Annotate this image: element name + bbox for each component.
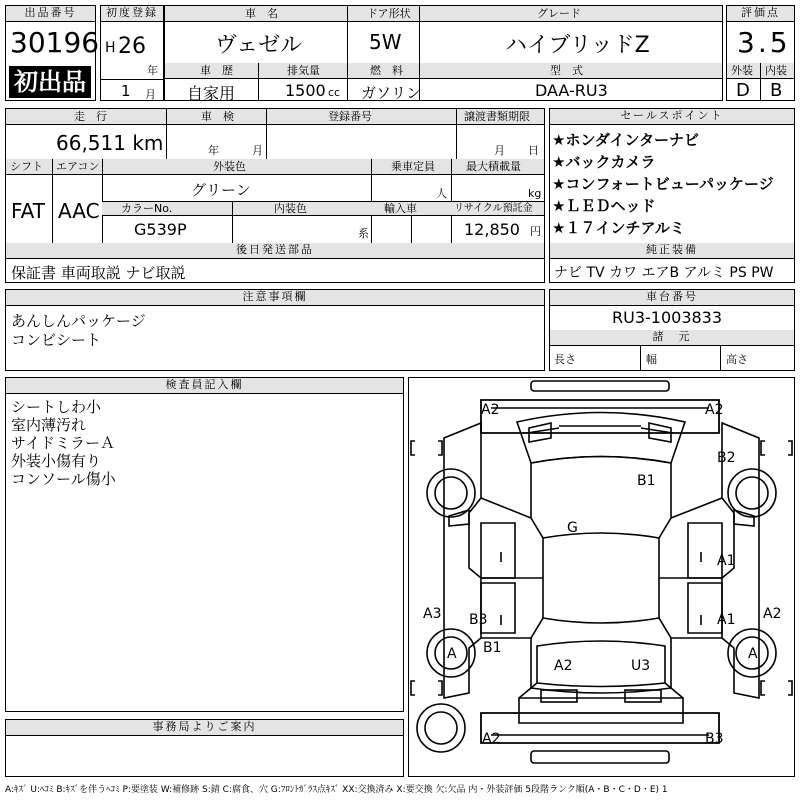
later-parts-label: 後日発送部品 xyxy=(6,243,544,259)
transfer-day-unit: 日 xyxy=(528,144,539,157)
interior-grade: B xyxy=(770,80,783,101)
lot-number-box xyxy=(5,5,100,101)
color-label: 外装色 xyxy=(213,160,246,173)
mark-right-a2: A2 xyxy=(763,606,782,622)
dims-label: 諸 元 xyxy=(550,330,794,346)
first-listing-badge: 初出品 xyxy=(9,66,91,98)
first-reg-label: 初度登録 xyxy=(101,6,163,22)
score-label: 評価点 xyxy=(727,6,794,22)
legend: A:ｷｽﾞ U:ﾍｺﾐ B:ｷｽﾞを伴うﾍｺﾐ P:要塗装 W:補修跡 S:錆 C:腐食、穴 G:ﾌﾛﾝﾄｶﾞﾗｽ点ｷｽﾞ XX:交換済み X:要交換 欠:欠品 内・外装評価 5段階ランク順(A・B・C・D・E) 1 xyxy=(5,785,668,795)
displacement: 1500 xyxy=(285,81,326,100)
recycle-amount: 12,850 xyxy=(464,220,520,239)
sales-point-5: ★１７インチアルミ xyxy=(552,219,685,237)
fuel-label: 燃 料 xyxy=(370,64,403,77)
color-no: G539P xyxy=(134,220,187,239)
inspector-line-3: サイドミラーＡ xyxy=(11,434,115,452)
first-reg-box xyxy=(100,5,164,101)
mark-left-wheel-a: A xyxy=(447,646,457,662)
inspector-line-4: 外装小傷有り xyxy=(11,452,102,470)
car-diagram xyxy=(409,378,794,776)
later-parts: 保証書 車両取説 ナビ取説 xyxy=(11,264,186,282)
transfer-label: 譲渡書類期限 xyxy=(464,110,530,123)
color: グリーン xyxy=(191,181,251,199)
height-label: 高さ xyxy=(726,353,748,366)
name-label: 車 名 xyxy=(245,7,278,20)
length-label: 長さ xyxy=(554,353,576,366)
mark-right-wheel-a: A xyxy=(748,646,758,662)
sales-point-4: ★ＬＥＤヘッド xyxy=(552,197,656,215)
mark-left-a3: A3 xyxy=(423,606,442,622)
sales-point-3: ★コンフォートビューパッケージ xyxy=(552,175,774,193)
exterior-label: 外装 xyxy=(731,64,753,77)
car-diagram-box xyxy=(408,377,795,777)
equipment-label: 純正装備 xyxy=(550,243,794,259)
mark-rear-u3: U3 xyxy=(631,658,651,674)
score-box xyxy=(726,5,795,101)
mark-g: G xyxy=(567,520,578,536)
car-name: ヴェゼル xyxy=(215,33,303,58)
note-line-1: あんしんパッケージ xyxy=(11,312,146,330)
import-label: 輸入車 xyxy=(384,202,417,215)
mark-front-right-a2: A2 xyxy=(705,402,724,418)
mark-right-a1-lower: A1 xyxy=(717,612,736,628)
sales-points-label: セールスポイント xyxy=(550,109,794,125)
history: 自家用 xyxy=(187,84,236,103)
mark-roof-b1: B1 xyxy=(637,473,656,489)
ac-label: エアコン xyxy=(56,160,100,173)
shift: FAT xyxy=(11,199,46,223)
interior-label: 内装 xyxy=(765,64,787,77)
chassis-label: 車台番号 xyxy=(550,290,794,306)
inspector-label: 検査員記入欄 xyxy=(6,378,403,394)
office-label: 事務局よりご案内 xyxy=(6,720,403,736)
note-line-2: コンビシート xyxy=(11,331,102,349)
mark-front-left-a2: A2 xyxy=(481,402,500,418)
shift-label: シフト xyxy=(10,160,43,173)
model-label: 型 式 xyxy=(550,64,583,77)
load-unit: kg xyxy=(528,187,542,200)
color-no-label: カラーNo. xyxy=(121,202,173,215)
doors-label: ドア形状 xyxy=(367,7,411,20)
fuel: ガソリン xyxy=(361,84,422,102)
doors: 5W xyxy=(369,30,402,54)
plate-label: 登録番号 xyxy=(328,110,372,123)
lot-number: 30196 xyxy=(10,26,100,59)
era: H xyxy=(105,40,116,56)
name-row-box xyxy=(164,5,723,101)
score: 3.5 xyxy=(737,26,791,59)
sales-point-2: ★バックカメラ xyxy=(552,153,656,171)
exterior-grade: D xyxy=(736,80,750,101)
notes-label: 注意事項欄 xyxy=(6,290,544,306)
sales-point-1: ★ホンダインターナビ xyxy=(552,131,699,149)
mark-rear-left-a2: A2 xyxy=(482,731,501,747)
mark-right-a1-upper: A1 xyxy=(717,553,736,569)
equipment: ナビ TV カワ エアB アルミ PS PW xyxy=(554,265,774,281)
insp-year-unit: 年 xyxy=(208,144,219,157)
grade-label: グレード xyxy=(537,7,581,20)
inspection-label: 車 検 xyxy=(201,110,234,123)
load-label: 最大積載量 xyxy=(466,160,521,173)
mileage: 66,511 km xyxy=(56,131,164,155)
width-label: 幅 xyxy=(646,353,657,366)
year-unit: 年 xyxy=(147,64,158,77)
office-box xyxy=(5,719,404,777)
displacement-label: 排気量 xyxy=(287,64,320,77)
inspector-line-2: 室内薄汚れ xyxy=(11,416,87,434)
inspector-box xyxy=(5,377,404,712)
insp-month-unit: 月 xyxy=(252,144,263,157)
capacity-label: 乗車定員 xyxy=(391,160,435,173)
recycle-label: リサイクル預託金 xyxy=(454,203,533,214)
chassis-number: RU3-1003833 xyxy=(612,308,723,327)
mark-rear-a2: A2 xyxy=(554,658,573,674)
mark-rear-right-b3: B3 xyxy=(705,731,724,747)
transfer-month-unit: 月 xyxy=(494,144,505,157)
history-label: 車 歴 xyxy=(200,64,233,77)
mark-left-b1: B1 xyxy=(483,640,502,656)
inspector-line-1: シートしわ小 xyxy=(11,398,102,416)
model: DAA-RU3 xyxy=(535,81,608,100)
interior-color-label: 内装色 xyxy=(274,202,307,215)
mark-right-b2: B2 xyxy=(717,450,736,466)
interior-color-unit: 系 xyxy=(358,227,369,240)
mark-left-b3: B3 xyxy=(469,612,488,628)
grade: ハイブリッドZ xyxy=(505,33,650,58)
inspector-line-5: コンソール傷小 xyxy=(11,470,116,488)
reg-year: 26 xyxy=(118,34,146,59)
chassis-box xyxy=(549,289,795,371)
notes-box xyxy=(5,289,545,371)
recycle-unit: 円 xyxy=(530,225,541,238)
displacement-unit: cc xyxy=(328,86,341,99)
lot-number-label: 出品番号 xyxy=(6,6,95,22)
month-unit: 月 xyxy=(145,88,156,101)
vehicle-info-box xyxy=(5,108,545,283)
ac: AAC xyxy=(58,199,100,223)
reg-month: 1 xyxy=(121,82,131,100)
mileage-label: 走 行 xyxy=(74,110,107,123)
capacity-unit: 人 xyxy=(436,187,447,200)
sales-points-box xyxy=(549,108,795,283)
